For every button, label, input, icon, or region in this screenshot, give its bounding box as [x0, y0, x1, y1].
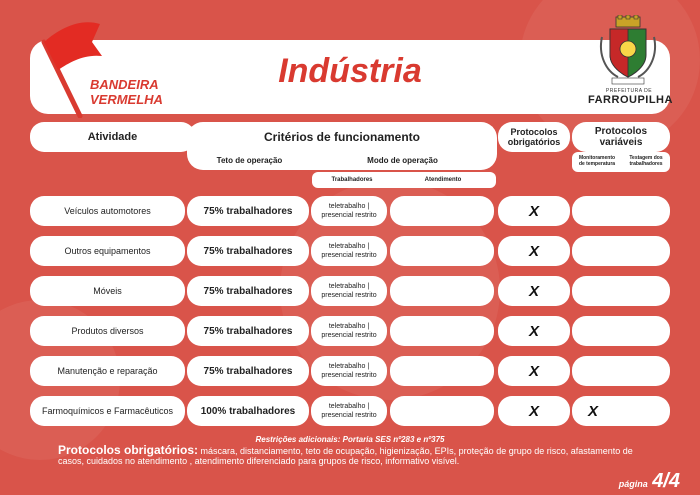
row-teto: [187, 316, 309, 346]
row-modo-line2: presencial restrito: [321, 412, 377, 419]
row-protocolos-obrigatorios-value: X: [528, 402, 539, 420]
additional-restrictions: Restrições adicionais: Portaria SES nº283 e nº375: [255, 435, 445, 444]
row-protocolos-obrigatorios: [498, 236, 570, 266]
row-modo-trabalhadores: [311, 396, 387, 426]
row-modo-trabalhadores: [311, 356, 387, 386]
row-protocolos-obrigatorios: [498, 356, 570, 386]
row-teto: [187, 396, 309, 426]
subheader-atendimento-label: Atendimento: [424, 177, 462, 183]
row-teto-value: 75% trabalhadores: [203, 365, 293, 377]
row-protocolos-variaveis: [572, 236, 670, 266]
row-modo-line1: teletrabalho |: [328, 203, 370, 210]
row-modo-trabalhadores: [311, 196, 387, 226]
row-teto-value: 75% trabalhadores: [203, 205, 293, 217]
column-header-atividade: [30, 122, 195, 152]
row-atividade-value: Manutenção e reparação: [57, 366, 158, 376]
row-atividade-value: Produtos diversos: [71, 326, 144, 336]
row-protocolos-obrigatorios: [498, 196, 570, 226]
row-protocolos-obrigatorios-value: X: [528, 362, 539, 380]
row-teto-value: 75% trabalhadores: [203, 245, 293, 257]
row-atividade: [30, 396, 185, 426]
row-modo-atendimento: [390, 316, 494, 346]
city-label: PREFEITURA DE: [605, 88, 653, 94]
flag-label-line2: VERMELHA: [90, 92, 163, 107]
row-protocolos-variaveis: [572, 196, 670, 226]
row-modo-line2: presencial restrito: [321, 212, 377, 219]
row-protocolos-obrigatorios-value: X: [528, 322, 539, 340]
row-modo-atendimento: [390, 356, 494, 386]
row-modo-line2: presencial restrito: [321, 292, 377, 299]
city-name: FARROUPILHA: [588, 94, 673, 106]
subheader-monitoramento: [572, 155, 622, 167]
row-teto: [187, 196, 309, 226]
row-modo-trabalhadores: [311, 236, 387, 266]
row-teto-value: 100% trabalhadores: [200, 405, 296, 417]
row-modo-line1: teletrabalho |: [328, 363, 370, 370]
row-protocolos-variaveis: [572, 316, 670, 346]
footer-protocols: [58, 445, 648, 466]
page-value: 4/4: [652, 470, 680, 492]
row-protocolos-obrigatorios-value: X: [528, 282, 539, 300]
protocolos-obrigatorios-line2: obrigatórios: [507, 137, 561, 147]
page-label: página: [618, 479, 648, 489]
row-atividade: [30, 236, 185, 266]
row-modo-trabalhadores: [311, 276, 387, 306]
row-protocolos-obrigatorios-value: X: [528, 242, 539, 260]
row-teto-value: 75% trabalhadores: [203, 285, 293, 297]
testagem-line1: Testagem dos: [629, 155, 663, 161]
protocolos-variaveis-line1: Protocolos: [594, 126, 648, 137]
row-atividade: [30, 196, 185, 226]
row-protocolos-obrigatorios: [498, 276, 570, 306]
row-teto-value: 75% trabalhadores: [203, 325, 293, 337]
column-header-protocolos-variaveis: [572, 122, 670, 152]
monitoramento-line2: de temperatura: [578, 161, 616, 167]
row-atividade-value: Farmoquímicos e Farmacêuticos: [41, 406, 174, 416]
flag-label-line1: BANDEIRA: [90, 77, 159, 92]
row-atividade-value: Outros equipamentos: [64, 246, 151, 256]
row-modo-line1: teletrabalho |: [328, 403, 370, 410]
row-protocolos-variaveis-value: X: [588, 402, 599, 420]
row-modo-line2: presencial restrito: [321, 252, 377, 259]
row-modo-line2: presencial restrito: [321, 332, 377, 339]
monitoramento-line1: Monitoramento: [578, 155, 616, 161]
row-modo-trabalhadores: [311, 316, 387, 346]
footer-text: máscara, distanciamento, teto de ocupação, higienização, EPIs, proteção de grupo de risco, afastamento de casos, cuidados no atendimento , atendimento diferenciado para grupos de risco, informativo visível.: [58, 446, 633, 466]
row-modo-line1: teletrabalho |: [328, 323, 370, 330]
row-teto: [187, 236, 309, 266]
row-protocolos-obrigatorios-value: X: [528, 202, 539, 220]
column-header-protocolos-obrigatorios: [498, 122, 570, 152]
column-header-atividade-label: Atividade: [87, 131, 138, 143]
subheader-testagem: [621, 155, 671, 167]
page-number: [619, 470, 680, 493]
row-protocolos-variaveis: [572, 356, 670, 386]
testagem-line2: trabalhadores: [629, 161, 663, 167]
city-crest-icon: [598, 15, 658, 87]
row-atividade: [30, 316, 185, 346]
page-title: Indústria: [278, 52, 422, 90]
row-protocolos-variaveis: [572, 276, 670, 306]
subheader-trabalhadores-label: Trabalhadores: [331, 177, 373, 183]
row-modo-atendimento: [390, 396, 494, 426]
column-header-criterios-label: Critérios de funcionamento: [263, 130, 421, 144]
row-modo-line1: teletrabalho |: [328, 283, 370, 290]
row-atividade-value: Móveis: [93, 286, 122, 296]
row-modo-atendimento: [390, 196, 494, 226]
row-modo-line2: presencial restrito: [321, 372, 377, 379]
row-modo-atendimento: [390, 276, 494, 306]
row-protocolos-variaveis: [572, 396, 670, 426]
protocolos-obrigatorios-line1: Protocolos: [510, 127, 558, 137]
row-atividade: [30, 356, 185, 386]
footer-label: Protocolos obrigatórios:: [58, 443, 199, 457]
row-modo-line1: teletrabalho |: [328, 243, 370, 250]
row-protocolos-obrigatorios: [498, 396, 570, 426]
row-modo-atendimento: [390, 236, 494, 266]
protocolos-variaveis-line2: variáveis: [599, 137, 643, 148]
column-header-modo: Modo de operação: [367, 156, 438, 165]
column-header-teto: Teto de operação: [216, 156, 283, 165]
row-teto: [187, 356, 309, 386]
row-teto: [187, 276, 309, 306]
row-atividade: [30, 276, 185, 306]
row-atividade-value: Veículos automotores: [64, 206, 151, 216]
row-protocolos-obrigatorios: [498, 316, 570, 346]
